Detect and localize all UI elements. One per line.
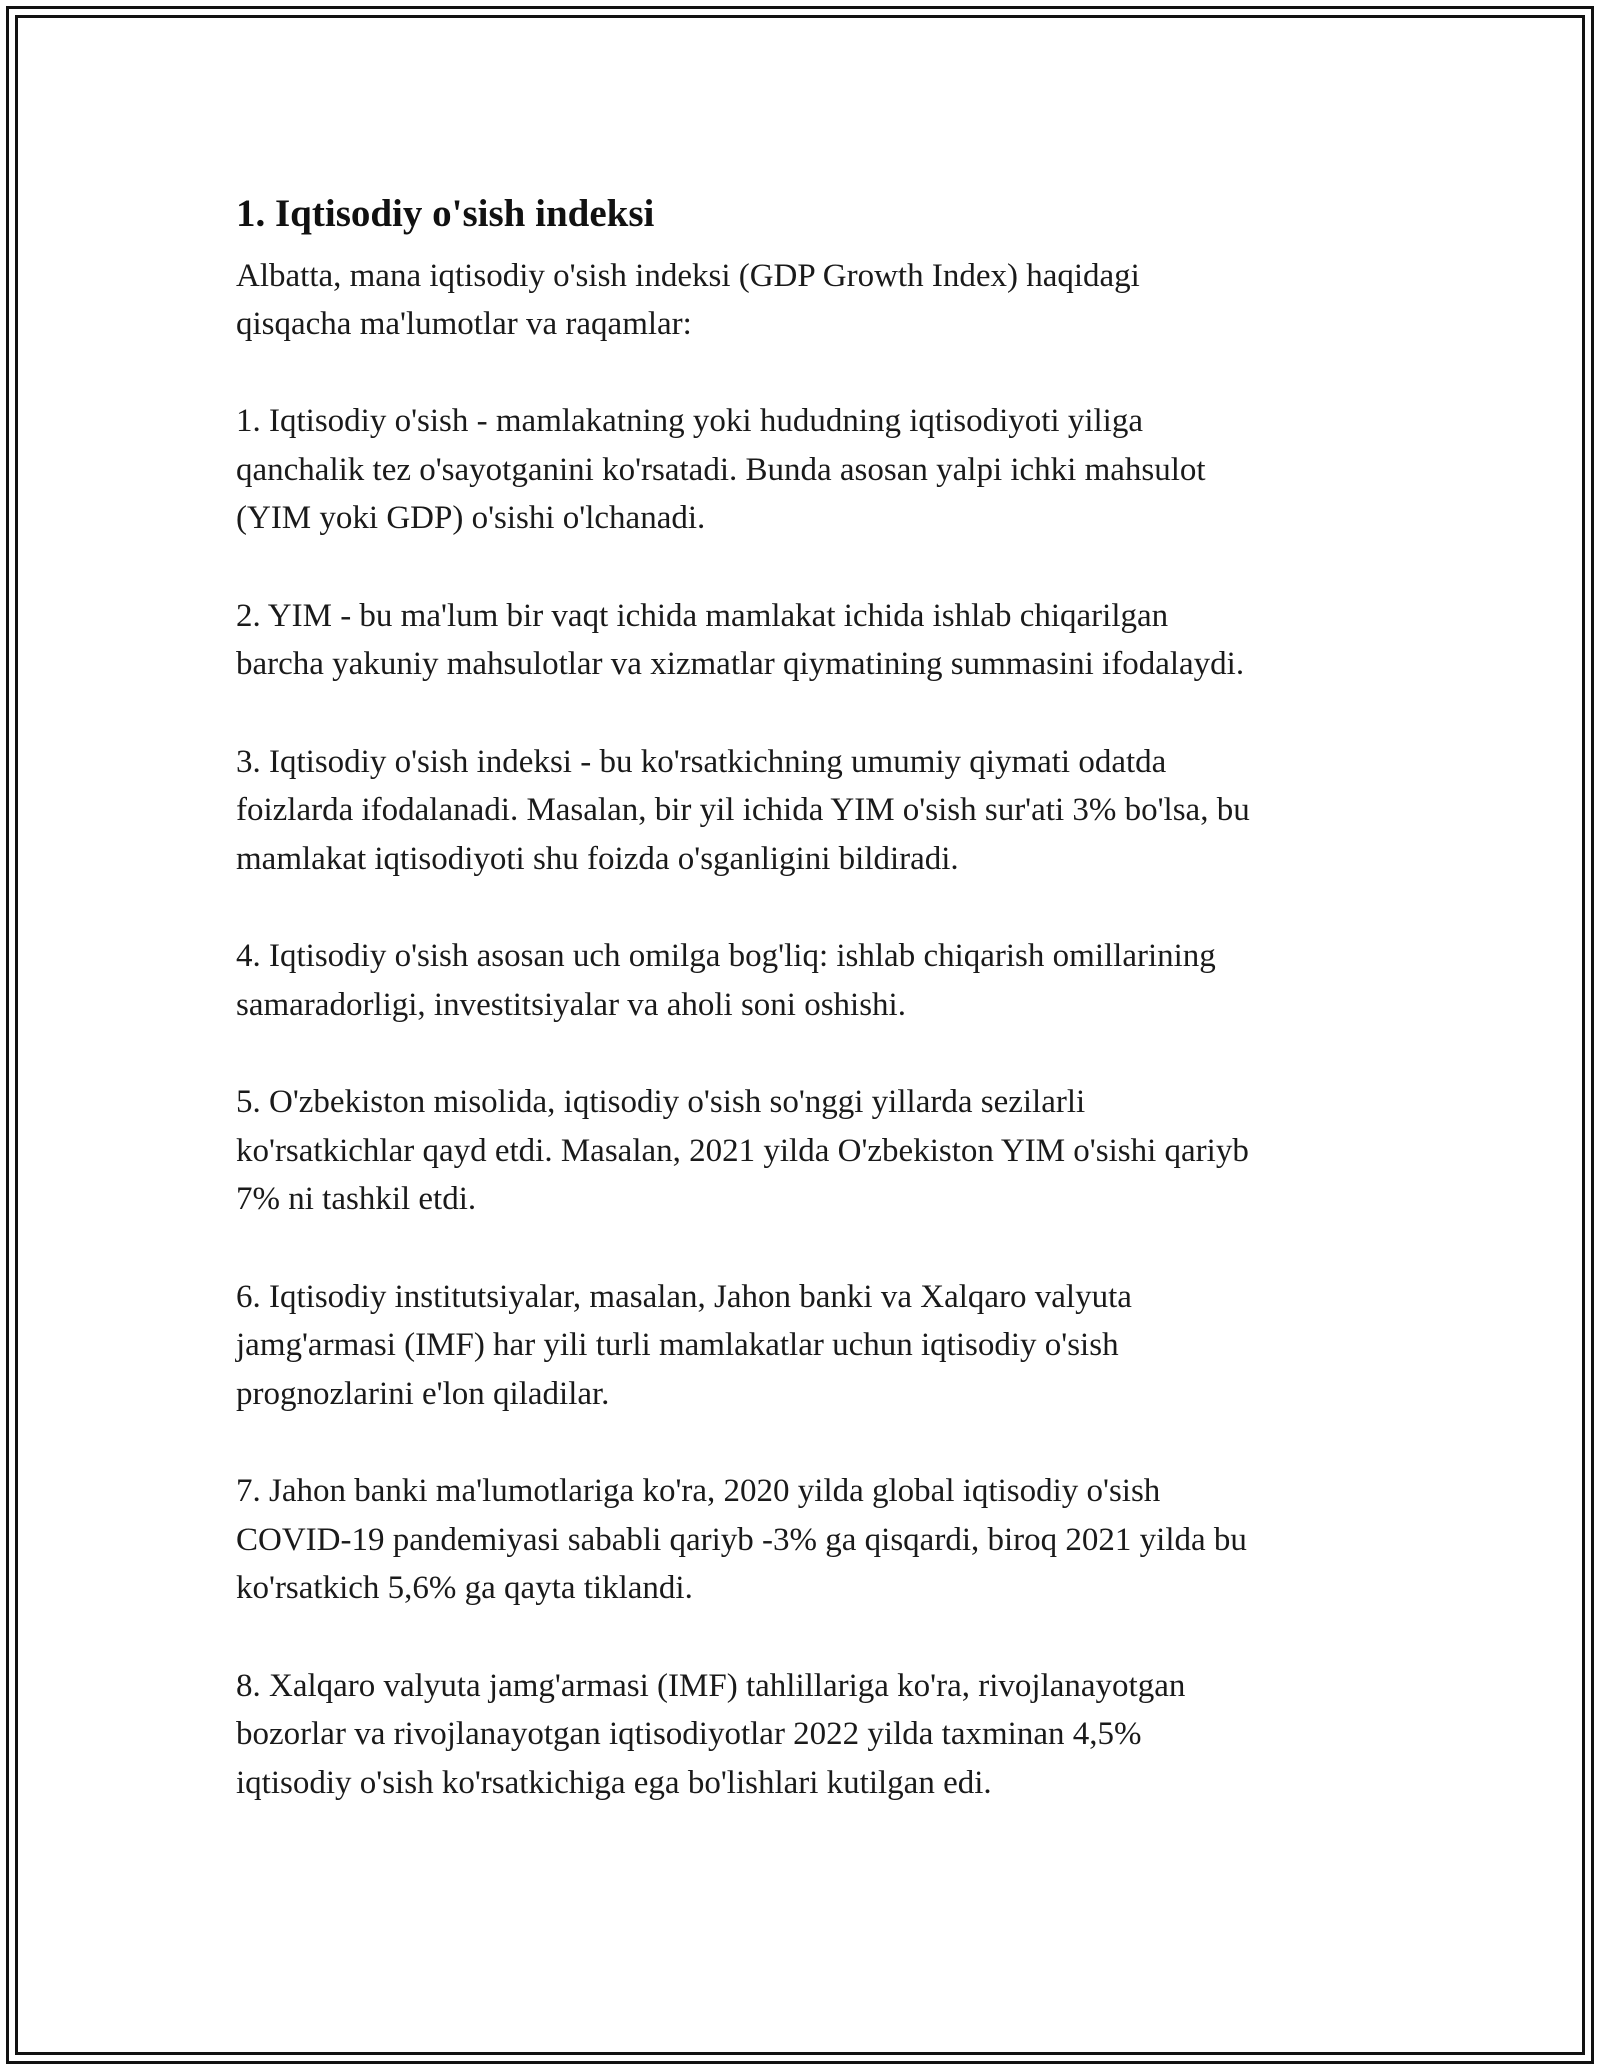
- list-item: 3. Iqtisodiy o'sish indeksi - bu ko'rsatkichning umumiy qiymati odatda foizlarda ifodalanadi. Masalan, bir yil ichida YIM o'sish sur'ati 3% bo'lsa, bu mamlakat iqtisodiyoti shu foizda o'sganligini bildiradi.: [236, 743, 1250, 877]
- list-item: 1. Iqtisodiy o'sish - mamlakatning yoki hududning iqtisodiyoti yiliga qanchalik tez o'sayotganini ko'rsatadi. Bunda asosan yalpi ichki mahsulot (YIM yoki GDP) o'sishi o'lchanadi.: [236, 403, 1206, 536]
- list-item: 2. YIM - bu ma'lum bir vaqt ichida mamlakat ichida ishlab chiqarilgan barcha yakuniy mahsulotlar va xizmatlar qiymatining summasini ifodalaydi.: [236, 597, 1245, 682]
- intro-paragraph: Albatta, mana iqtisodiy o'sish indeksi (GDP Growth Index) haqidagi qisqacha ma'lumotlar va raqamlar:: [236, 258, 1140, 342]
- document-body: [236, 184, 1376, 1856]
- list-item: 8. Xalqaro valyuta jamg'armasi (IMF) tahlillariga ko'ra, rivojlanayotgan bozorlar va rivojlanayotgan iqtisodiyotlar 2022 yilda taxminan 4,5% iqtisodiy o'sish ko'rsatkichiga ega bo'lishlari kutilgan edi.: [236, 1667, 1186, 1801]
- list-item: 7. Jahon banki ma'lumotlariga ko'ra, 2020 yilda global iqtisodiy o'sish COVID-19 pandemiyasi sababli qariyb -3% ga qisqardi, biroq 2021 yilda bu ko'rsatkich 5,6% ga qayta tiklandi.: [236, 1473, 1247, 1606]
- list-item: 5. O'zbekiston misolida, iqtisodiy o'sish so'nggi yillarda sezilarli ko'rsatkichlar qayd etdi. Masalan, 2021 yilda O'zbekiston YIM o'sishi qariyb 7% ni tashkil etdi.: [236, 1084, 1249, 1217]
- document-title: 1. Iqtisodiy o'sish indeksi: [236, 192, 655, 235]
- list-item: 6. Iqtisodiy institutsiyalar, masalan, Jahon banki va Xalqaro valyuta jamg'armasi (IMF) har yili turli mamlakatlar uchun iqtisodiy o'sish prognozlarini e'lon qiladilar.: [236, 1278, 1132, 1412]
- list-item: 4. Iqtisodiy o'sish asosan uch omilga bog'liq: ishlab chiqarish omillarining samaradorligi, investitsiyalar va aholi soni oshishi.: [236, 938, 1216, 1023]
